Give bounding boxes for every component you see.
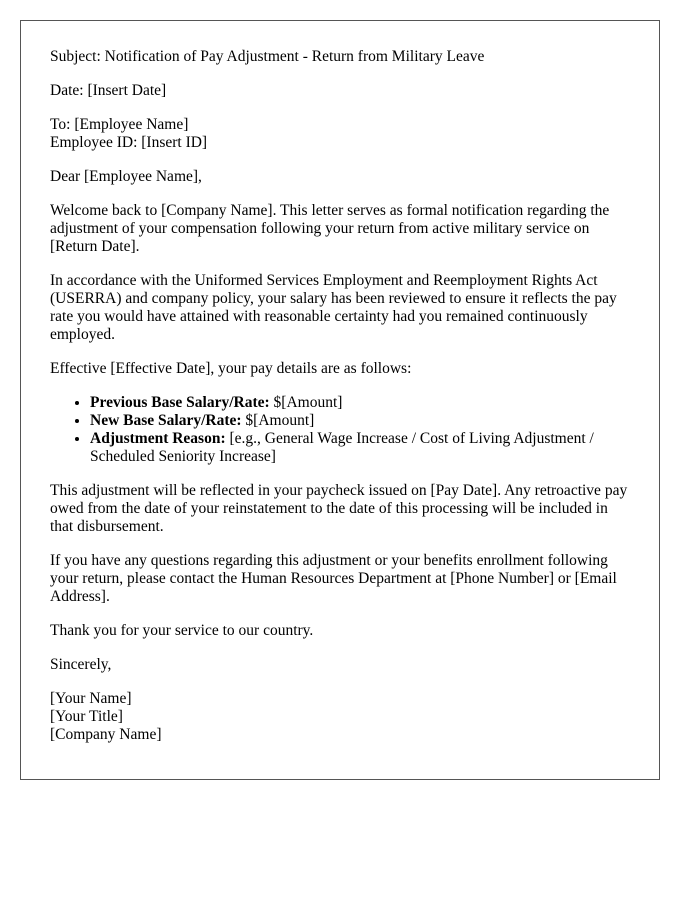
signature-name: [Your Name] <box>50 690 132 707</box>
pay-details-list <box>50 394 630 466</box>
letter-document <box>20 20 660 780</box>
to-line: To: [Employee Name] <box>50 116 189 133</box>
pay-detail-previous <box>90 394 630 412</box>
paycheck-paragraph: This adjustment will be reflected in your paycheck issued on [Pay Date]. Any retroactive pay owed from the date of your reinstatement to the date of this processing will be included in that disbursement. <box>50 482 628 535</box>
signature-title: [Your Title] <box>50 708 123 725</box>
signature-block <box>50 690 630 744</box>
questions-paragraph: If you have any questions regarding this adjustment or your benefits enrollment following your return, please contact the Human Resources Department at [Phone Number] or [Email Address]. <box>50 552 617 605</box>
welcome-paragraph: Welcome back to [Company Name]. This letter serves as formal notification regarding the adjustment of your compensation following your return from active military service on [Return Date]. <box>50 202 610 255</box>
userra-paragraph: In accordance with the Uniformed Services Employment and Reemployment Rights Act (USERRA) and company policy, your salary has been reviewed to ensure it reflects the pay rate you would have attained with reasonable certainty had you remained continuously employed. <box>50 272 617 343</box>
recipient-block <box>50 116 630 152</box>
pay-detail-label: Previous Base Salary/Rate: <box>90 394 270 411</box>
pay-detail-value: $[Amount] <box>269 394 343 411</box>
date-line: Date: [Insert Date] <box>50 82 167 99</box>
pay-detail-reason <box>90 430 630 466</box>
employee-id-line: Employee ID: [Insert ID] <box>50 134 208 151</box>
pay-detail-value: $[Amount] <box>241 412 315 429</box>
pay-detail-new <box>90 412 630 430</box>
salutation: Dear [Employee Name], <box>50 168 202 185</box>
pay-detail-value: [e.g., General Wage Increase / Cost of Living Adjustment / Scheduled Seniority Increase] <box>90 430 594 465</box>
signature-company: [Company Name] <box>50 726 162 743</box>
thanks-paragraph: Thank you for your service to our country. <box>50 622 314 639</box>
closing: Sincerely, <box>50 656 112 673</box>
pay-detail-label: New Base Salary/Rate: <box>90 412 242 429</box>
pay-detail-label: Adjustment Reason: <box>90 430 226 447</box>
effective-paragraph: Effective [Effective Date], your pay details are as follows: <box>50 360 412 377</box>
subject-line: Subject: Notification of Pay Adjustment - Return from Military Leave <box>50 48 485 65</box>
